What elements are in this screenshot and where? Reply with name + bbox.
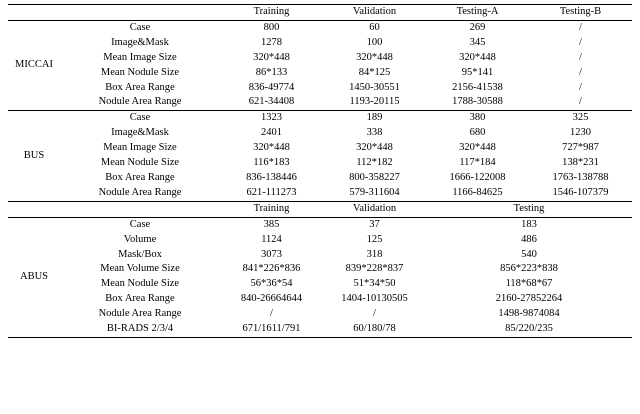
cell: 320*448 xyxy=(459,51,496,63)
group-label-abus: ABUS xyxy=(8,217,60,337)
cell: 51*34*50 xyxy=(353,278,396,290)
row-label: Case xyxy=(60,20,220,35)
cell: 138*231 xyxy=(562,157,599,169)
cell: 2156-41538 xyxy=(452,81,503,93)
row-label: Mean Nodule Size xyxy=(100,157,180,169)
table-row xyxy=(8,81,632,96)
header-training: Training xyxy=(220,5,323,21)
cell: / xyxy=(270,308,273,320)
table-row xyxy=(8,322,632,337)
cell: 125 xyxy=(366,233,383,245)
cell: 380 xyxy=(426,111,529,126)
header-blank-3 xyxy=(8,201,60,217)
table-row xyxy=(8,292,632,307)
table-header-row-top xyxy=(8,5,632,21)
table-row xyxy=(8,277,632,292)
cell: / xyxy=(579,36,582,48)
cell: / xyxy=(373,308,376,320)
cell: 37 xyxy=(323,217,426,232)
cell: 1323 xyxy=(220,111,323,126)
table-row xyxy=(8,262,632,277)
cell: 1278 xyxy=(261,36,282,48)
cell: 269 xyxy=(426,20,529,35)
header-blank-2 xyxy=(60,5,220,21)
table-row xyxy=(8,217,632,232)
cell: 1166-84625 xyxy=(452,186,503,198)
row-label: Nodule Area Range xyxy=(98,308,182,320)
cell: 836-49774 xyxy=(248,81,295,93)
cell: 1193-20115 xyxy=(349,96,400,108)
table-row xyxy=(8,20,632,35)
row-label: Box Area Range xyxy=(105,81,175,93)
row-label: Mask/Box xyxy=(118,248,162,260)
row-label: Volume xyxy=(123,233,157,245)
row-label: BI-RADS 2/3/4 xyxy=(106,323,174,335)
cell: 116*183 xyxy=(253,157,290,169)
table-row xyxy=(8,248,632,263)
cell: 727*987 xyxy=(562,142,599,154)
cell: 95*141 xyxy=(461,66,494,78)
row-label: Image&Mask xyxy=(111,36,169,48)
table-row xyxy=(8,126,632,141)
cell: 56*36*54 xyxy=(250,278,293,290)
cell: / xyxy=(529,20,632,35)
cell: 183 xyxy=(426,217,632,232)
table-row xyxy=(8,171,632,186)
row-label: Nodule Area Range xyxy=(98,96,182,108)
table-row xyxy=(8,36,632,51)
cell: 800-358227 xyxy=(349,171,400,183)
row-label: Mean Image Size xyxy=(103,142,177,154)
row-label: Box Area Range xyxy=(105,171,175,183)
table-row xyxy=(8,186,632,201)
table-row xyxy=(8,95,632,110)
cell: 112*182 xyxy=(356,157,393,169)
table-header-row-bottom xyxy=(8,201,632,217)
table-row xyxy=(8,141,632,156)
cell: 100 xyxy=(366,36,383,48)
cell: 85/220/235 xyxy=(505,323,553,335)
cell: 1546-107379 xyxy=(552,186,609,198)
cell: 841*226*836 xyxy=(242,263,301,275)
cell: 1124 xyxy=(261,233,282,245)
table-row xyxy=(8,111,632,126)
cell: 320*448 xyxy=(356,142,393,154)
cell: 1404-10130505 xyxy=(341,293,408,305)
header-blank-1 xyxy=(8,5,60,21)
cell: 1763-138788 xyxy=(552,171,609,183)
cell: / xyxy=(579,51,582,63)
cell: 1666-122008 xyxy=(449,171,506,183)
row-label: Case xyxy=(60,217,220,232)
cell: 1498-9874084 xyxy=(498,308,560,320)
row-label: Case xyxy=(60,111,220,126)
header-training-2: Training xyxy=(220,201,323,217)
row-label: Mean Image Size xyxy=(103,51,177,63)
cell: 385 xyxy=(220,217,323,232)
cell: 345 xyxy=(469,36,486,48)
header-testing-b: Testing-B xyxy=(529,5,632,21)
cell: 1230 xyxy=(570,127,591,139)
table-bottom-rule xyxy=(8,337,632,338)
table-row xyxy=(8,51,632,66)
dataset-statistics-table xyxy=(8,4,632,338)
cell: 2401 xyxy=(261,127,282,139)
cell: 84*125 xyxy=(358,66,391,78)
header-validation: Validation xyxy=(323,5,426,21)
cell: 325 xyxy=(529,111,632,126)
cell: 3073 xyxy=(261,248,282,260)
header-validation-2: Validation xyxy=(323,201,426,217)
cell: 671/1611/791 xyxy=(242,323,301,335)
row-label: Mean Volume Size xyxy=(100,263,180,275)
table-row xyxy=(8,66,632,81)
cell: 840-26664644 xyxy=(240,293,303,305)
cell: 621-34408 xyxy=(248,96,295,108)
cell: 117*184 xyxy=(459,157,496,169)
cell: 621-111273 xyxy=(246,186,297,198)
cell: 486 xyxy=(521,233,537,245)
cell: 1788-30588 xyxy=(452,96,503,108)
cell: 118*68*67 xyxy=(505,278,553,290)
row-label: Box Area Range xyxy=(105,293,175,305)
header-testing-a: Testing-A xyxy=(426,5,529,21)
cell: 579-311604 xyxy=(349,186,400,198)
cell: 540 xyxy=(521,248,537,260)
table-row xyxy=(8,233,632,248)
cell: / xyxy=(579,66,582,78)
cell: 800 xyxy=(220,20,323,35)
cell: 318 xyxy=(366,248,383,260)
group-label-miccai: MICCAI xyxy=(8,20,60,110)
table-row xyxy=(8,156,632,171)
cell: / xyxy=(579,81,582,93)
cell: 836-138446 xyxy=(246,171,297,183)
cell: 86*133 xyxy=(255,66,288,78)
cell: 839*228*837 xyxy=(345,263,404,275)
cell: / xyxy=(579,96,582,108)
cell: 189 xyxy=(323,111,426,126)
cell: 338 xyxy=(366,127,383,139)
table-row xyxy=(8,307,632,322)
cell: 60/180/78 xyxy=(353,323,396,335)
cell: 320*448 xyxy=(253,51,290,63)
cell: 320*448 xyxy=(253,142,290,154)
cell: 60 xyxy=(323,20,426,35)
header-blank-4 xyxy=(60,201,220,217)
header-testing: Testing xyxy=(426,201,632,217)
cell: 1450-30551 xyxy=(349,81,400,93)
row-label: Mean Nodule Size xyxy=(100,278,180,290)
cell: 856*223*838 xyxy=(500,263,558,275)
row-label: Nodule Area Range xyxy=(98,186,182,198)
cell: 320*448 xyxy=(356,51,393,63)
cell: 2160-27852264 xyxy=(495,293,563,305)
row-label: Mean Nodule Size xyxy=(100,66,180,78)
cell: 320*448 xyxy=(459,142,496,154)
row-label: Image&Mask xyxy=(111,127,169,139)
group-label-bus: BUS xyxy=(8,111,60,201)
cell: 680 xyxy=(469,127,486,139)
